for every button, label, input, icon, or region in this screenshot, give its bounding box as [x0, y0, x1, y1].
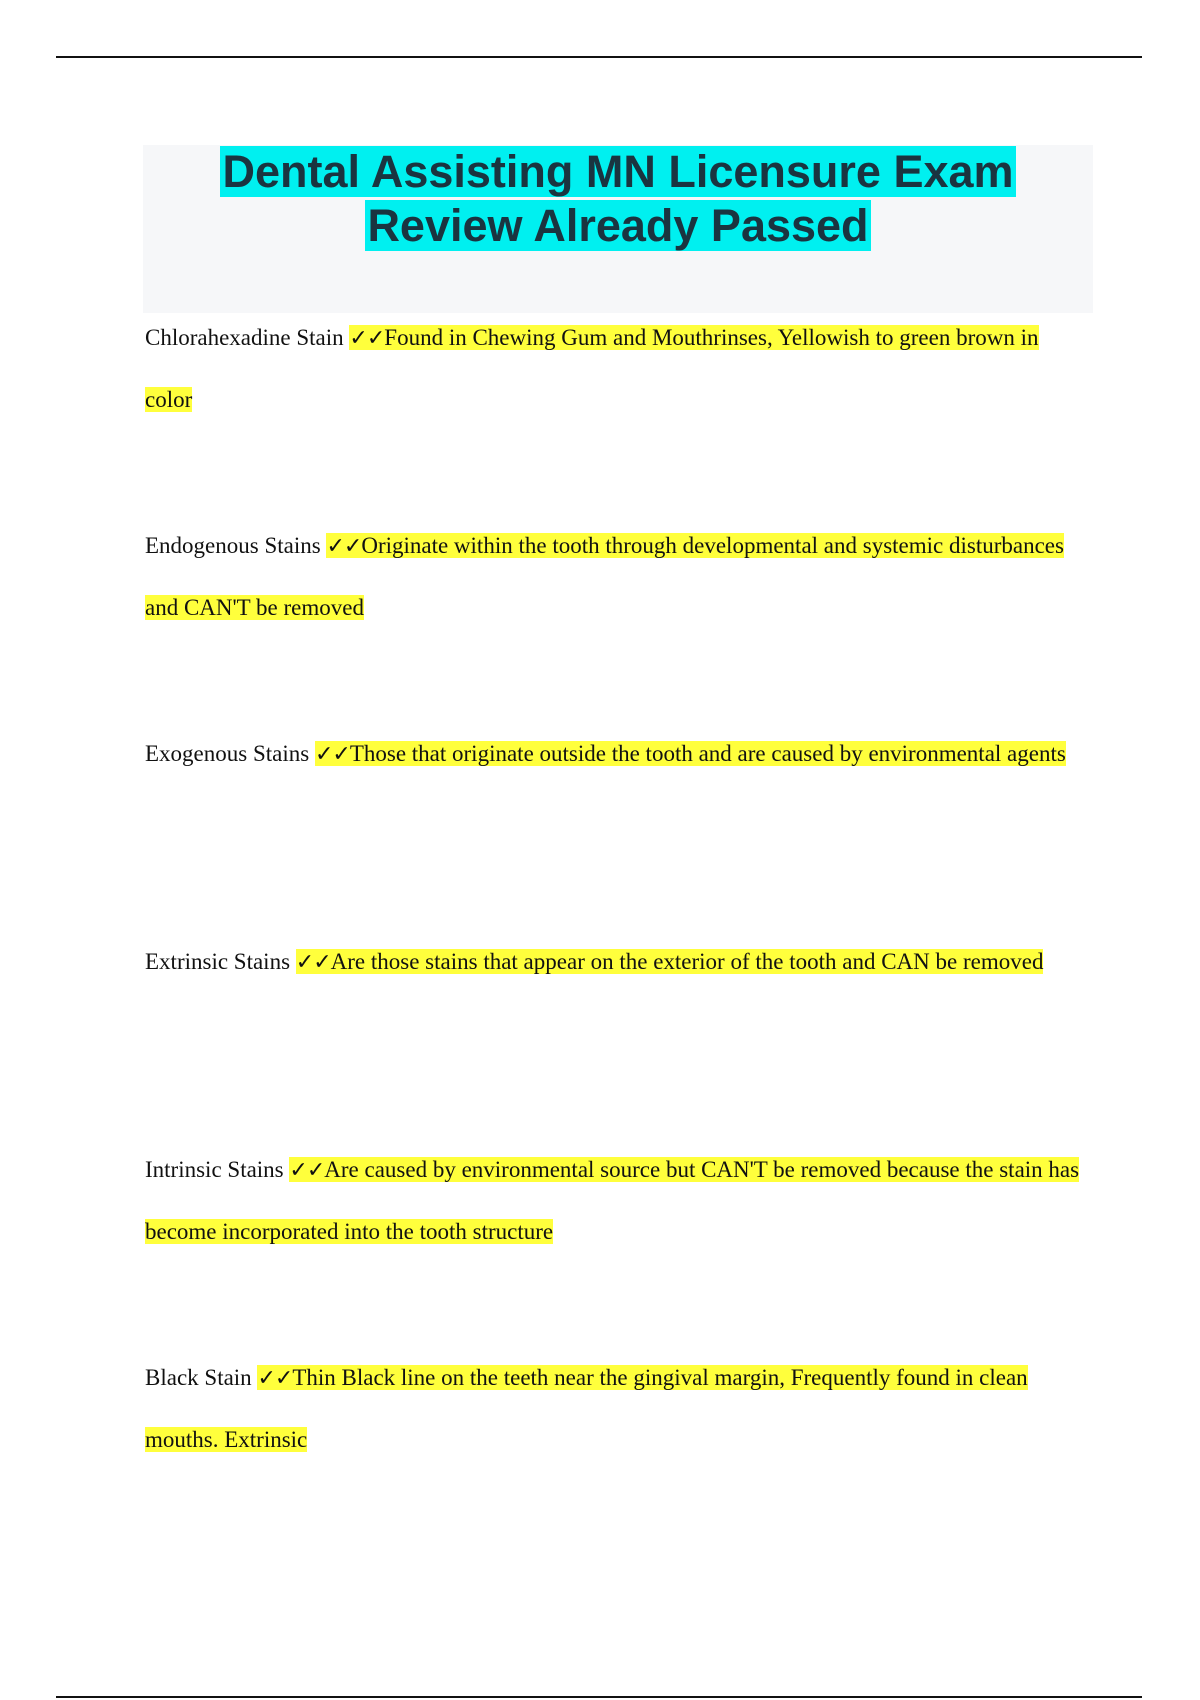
title-line-1: Dental Assisting MN Licensure Exam [222, 146, 1014, 197]
check-icon: ✓✓ [349, 326, 385, 351]
entry-definition: Thin Black line on the teeth near the gingival margin, Frequently found in clean mouths. Extrinsic [145, 1365, 1028, 1452]
flashcard-entry [145, 1139, 1085, 1347]
check-icon: ✓✓ [314, 742, 350, 767]
entry-definition: Are those stains that appear on the exterior of the tooth and CAN be removed [330, 949, 1044, 974]
entry-answer [145, 1157, 1079, 1244]
entry-answer [145, 1365, 1028, 1452]
flashcard-list [145, 307, 1085, 1555]
title-box [143, 145, 1093, 313]
document-title [143, 145, 1093, 253]
flashcard-entry [145, 931, 1085, 1139]
entry-definition: Those that originate outside the tooth and are caused by environmental agents [349, 741, 1066, 766]
flashcard-entry [145, 1347, 1085, 1555]
check-icon: ✓✓ [257, 1366, 293, 1391]
flashcard-entry [145, 307, 1085, 515]
title-line-2: Review Already Passed [367, 200, 869, 251]
entry-definition: Are caused by environmental source but CAN'T be removed because the stain has become incorporated into the tooth structure [145, 1157, 1080, 1244]
flashcard-entry [145, 515, 1085, 723]
entry-definition: Originate within the tooth through developmental and systemic disturbances and CAN'T be removed [145, 533, 1064, 620]
entry-answer [296, 949, 1044, 974]
entry-term: Chlorahexadine Stain [145, 325, 344, 350]
flashcard-entry [145, 723, 1085, 931]
check-icon: ✓✓ [289, 1158, 325, 1183]
top-rule [56, 56, 1142, 58]
entry-term: Extrinsic Stains [145, 949, 291, 974]
entry-term: Exogenous Stains [145, 741, 310, 766]
entry-definition: Found in Chewing Gum and Mouthrinses, Yellowish to green brown in color [145, 325, 1039, 412]
entry-term: Endogenous Stains [145, 533, 321, 558]
check-icon: ✓✓ [326, 534, 362, 559]
check-icon: ✓✓ [295, 950, 331, 975]
entry-term: Black Stain [145, 1365, 252, 1390]
bottom-rule [56, 1696, 1142, 1698]
entry-term: Intrinsic Stains [145, 1157, 284, 1182]
entry-answer [315, 741, 1066, 766]
